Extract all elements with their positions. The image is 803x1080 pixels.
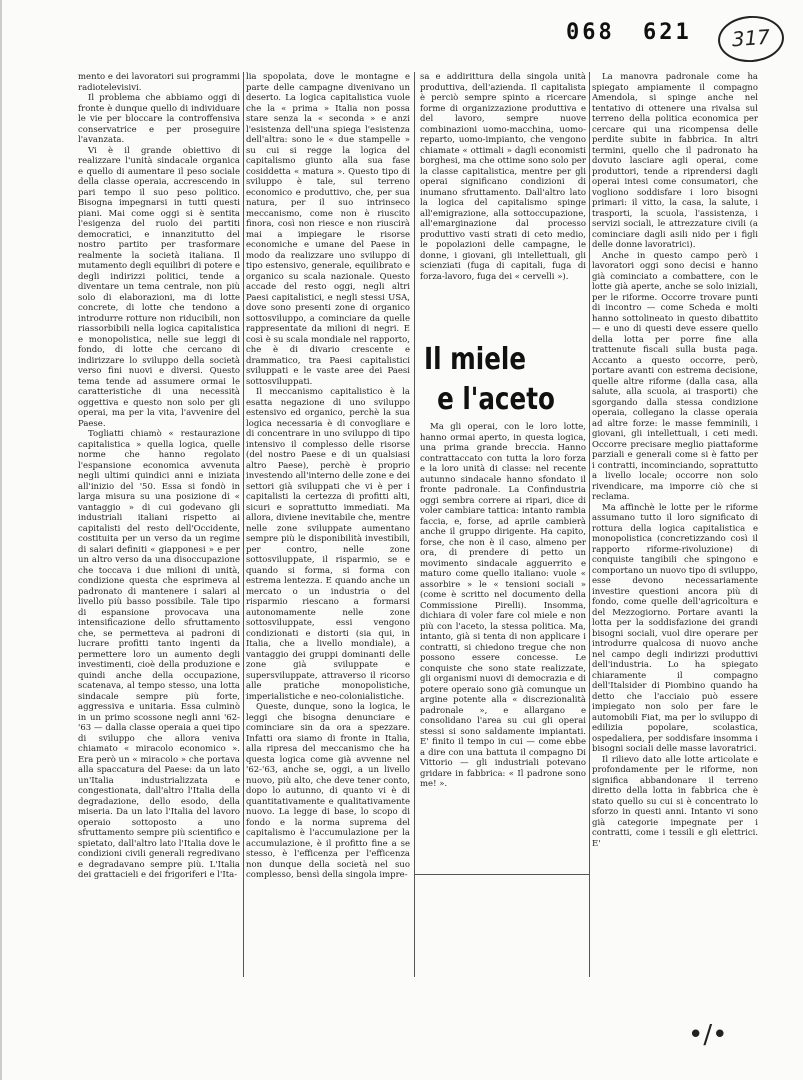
text-column-3-bottom — [420, 422, 586, 872]
text-column-3-top — [420, 72, 586, 326]
page-number-stamp: 317 — [716, 14, 785, 64]
text-column-2 — [246, 72, 410, 980]
paragraph: Vi è il grande obiettivo di realizzare l'unità sindacale organica e quello di aumentare il peso sociale della classe operaia, accrescendo in pari tempo il suo peso politico. Bisogna impegnarsi in tutti questi piani. Mai come oggi si è sentita l'esigenza del ruolo dei partiti democratici, e innanzitutto del nostro partito per trasformare realmente la società italiana. Il mutamento degli equilibri di potere e degli indirizzi politici, tende a diventare un tema centrale, non più solo di elaborazioni, ma di lotte concrete, di lotte che tendono a introdurre rotture non riducibili, non riassorbibili nella logica capitalistica e monopolistica, nelle sue leggi di fondo, di lotte che cercano di indirizzare lo sviluppo della società verso fini nuovi e diversi. Questo tema tende ad assumere ormai le caratteristiche di una necessità oggettiva e questo non solo per gli operai, ma per la vita, l'avvenire del Paese. — [78, 145, 240, 429]
column-divider — [243, 72, 244, 977]
paragraph: mento e dei lavoratori sui programmi radiotelevisivi. — [78, 72, 240, 93]
column-divider — [589, 72, 590, 977]
paragraph: Il problema che abbiamo oggi di fronte è dunque quello di individuare le vie per bloccare la controffensiva conservatrice e per proseguire l'avanzata. — [78, 93, 240, 145]
headline-line-2: e l'aceto — [437, 382, 555, 417]
headline-line-1: Il miele — [424, 342, 527, 377]
continuation-mark: •/• — [688, 1020, 728, 1050]
article-headline — [424, 340, 563, 420]
archive-code-right: 621 — [643, 20, 692, 45]
paragraph: Ma affinchè le lotte per le riforme assumano tutto il loro significato di rottura della logica capitalistica e monopolistica (concretizzando così il rapporto riforme-rivoluzione) di conquiste tangibili che spingono e comportano un nuovo tipo di sviluppo, esse devono necessariamente investire questioni ancora più di fondo, come quelle dell'agricoltura e del Mezzogiorno. Portare avanti la lotta per la soddisfazione dei grandi bisogni sociali, vuol dire operare per introdurre qualcosa di nuovo anche nel campo degli indirizzi produttivi dell'industria. Lo ha spiegato chiaramente il compagno dell'Italsider di Piombino quando ha detto che l'acciaio può essere impiegato non solo per fare le automobili Fiat, ma per lo sviluppo di edilizia popolare, scolastica, ospedaliera, per soddisfare insomma i bisogni sociali delle masse lavoratrici. — [592, 502, 758, 754]
section-divider — [414, 874, 589, 875]
paragraph: Il rilievo dato alle lotte articolate e profondamente per le riforme, non significa abbandonare il terreno diretto della lotta in fabbrica che è stato quello su cui si è concentrato lo sforzo in questi anni. Intanto vi sono già categorie impegnate per i contratti, come i tessili e gli elettrici. E' — [592, 754, 758, 849]
text-column-4 — [592, 72, 758, 980]
column-divider — [414, 72, 415, 977]
paragraph: La manovra padronale come ha spiegato ampiamente il compagno Amendola, si spinge anche nel tentativo di ottenere una rivalsa sul terreno della politica economica per cercare qui una ricompensa delle perdite subite in fabbrica. In altri termini, quello che il padronato ha dovuto lasciare agli operai, come produttori, tende a riprendersi dagli operai intesi come consumatori, che vogliono soddisfare i loro bisogni primari: il vitto, la casa, la salute, i trasporti, la scuola, l'assistenza, i servizi sociali, le attrezzature civili (a cominciare dagli asili nido per i figli delle donne lavoratrici). — [592, 72, 758, 250]
paragraph: Il meccanismo capitalistico è la esatta negazione di uno sviluppo estensivo ed organico, perchè la sua logica necessaria è di convogliare e di concentrare in uno sviluppo di tipo intensivo il complesso delle risorse (del nostro Paese e di un qualsiasi altro Paese), perchè è proprio investendo all'interno delle zone e dei settori già sviluppati che vi è per i capitalisti la certezza di profitti alti, sicuri e soprattutto immediati. Ma allora, diviene inevitabile che, mentre nelle zone sviluppate aumentano sempre più le disponibilità investibili, per contro, nelle zone sottosviluppate, il risparmio, se e quando si forma, si forma con estrema lentezza. E quando anche un mercato o un industria o del risparmio riescano a formarsi autonomamente nelle zone sottosviluppate, essi vengono condizionati e distorti (sia qui, in Italia, che a livello mondiale), a vantaggio dei gruppi dominanti delle zone già sviluppate e supersviluppate, attraverso il ricorso alle pratiche monopolistiche, imperialistiche e neo-colonialistiche. — [246, 387, 410, 702]
paragraph: lia spopolata, dove le montagne e parte delle campagne divenivano un deserto. La logica capitalistica vuole che la « prima » Italia non possa stare senza la « seconda » e anzi l'esistenza dell'una spiega l'esistenza dell'altra: sono le « due stampelle » su cui si regge la logica del capitalismo giunto alla sua fase cosiddetta « matura ». Questo tipo di sviluppo è tale, sul terreno economico e produttivo, che, per sua natura, per il suo intrinseco meccanismo, come non è riuscito finora, così non riesce e non riuscirà mai a impiegare le risorse economiche e umane del Paese in modo da realizzare uno sviluppo di tipo estensivo, generale, equilibrato e organico su scala nazionale. Questo accade del resto oggi, negli altri Paesi capitalistici, e negli stessi USA, dove sono presenti zone di organico sottosviluppo, a cominciare da quelle rappresentate da milioni di negri. E così è su scala mondiale nel rapporto, che è di divario crescente e drammatico, tra Paesi capitalistici sviluppati e le vaste aree dei Paesi sottosviluppati. — [246, 72, 410, 387]
paragraph: Queste, dunque, sono la logica, le leggi che bisogna denunciare e cominciare sin da ora a spezzare. Infatti ora siamo di fronte in Italia, alla ripresa del meccanismo che ha questa logica come già avvenne nel '62-'63, anche se, oggi, a un livello nuovo, più alto, che deve tener conto, dopo lo autunno, di quanto vi è di quantitativamente e qualitativamente nuovo. La legge di base, lo scopo di fondo e la norma suprema del capitalismo è l'accumulazione per la accumulazione, è il profitto fine a se stesso, è l'efficenza per l'efficenza non dunque della società nel suo complesso, bensì della singola impre- — [246, 702, 410, 880]
archive-code-left: 068 — [566, 20, 615, 45]
paragraph: sa e addirittura della singola unità produttiva, dell'azienda. Il capitalista è perciò sempre spinto a ricercare forme di organizzazione produttiva e del lavoro, sempre nuove combinazioni uomo-macchina, uomo-reparto, uomo-impianto, che vengono chiamate « ottimali » dagli economisti borghesi, ma che ottime sono solo per la classe capitalistica, mentre per gli operai significano condizioni di inumano sfruttamento. Dall'altro lato la logica del capitalismo spinge all'emigrazione, alla sottoccupazione, all'emarginazione dal processo produttivo vasti strati di ceto medio, le popolazioni delle campagne, le donne, i giovani, gli intellettuali, gli scienziati (fuga di capitali, fuga di forza-lavoro, fuga dei « cervelli »). — [420, 72, 586, 282]
paragraph: Ma gli operai, con le loro lotte, hanno ormai aperto, in questa logica, una prima grande breccia. Hanno contrattaccato con tutta la loro forza e la loro unità di classe: nel recente autunno sindacale hanno sfondato il fronte padronale. La Confindustria oggi sembra correre ai ripari, dice di voler cambiare tattica: intanto rambia faccia, e, forse, ad aprile cambierà anche il gruppo dirigente. Ha capito, forse, che non è il caso, almeno per ora, di prendere di petto un movimento sindacale agguerrito e maturo come quello italiano: vuole « assorbire » le « tensioni sociali » (come è scritto nel documento della Commissione Pirelli). Insomma, dichiara di voler fare col miele e non più con l'aceto, la stessa politica. Ma, intanto, già si tenta di non applicare i contratti, si chiedono tregue che non possono essere concesse. Le conquiste che sono state realizzate, gli organismi nuovi di democrazia e di potere operaio sono già comunque un argine potente alla « discrezionalità padronale », e allargano e consolidano l'area su cui gli operai stessi si sono saldamente impiantati. E' finito il tempo in cui — come ebbe a dire con una battuta il compagno Di Vittorio — gli industriali potevano gridare in fabbrica: « Il padrone sono me! ». — [420, 422, 586, 789]
text-column-1 — [78, 72, 240, 980]
paragraph: Togliatti chiamò « restaurazione capitalistica » quella logica, quelle norme che hanno regolato l'espansione economica avvenuta negli ultimi quindici anni e iniziata all'inizio del '50. Essa si fondò in larga misura su una posizione di « vantaggio » di cui godevano gli industriali italiani rispetto ai capitalisti del resto dell'Occidente, costituita per un verso da un regime di salari definiti « giapponesi » e per un altro verso da una disoccupazione che toccava i due milioni di unità, condizione questa che esprimeva al padronato di mantenere i salari al livello più basso possibile. Tale tipo di espansione provocava una intensificazione dello sfruttamento che, se permetteva ai padroni di lucrare profitti tanto ingenti da permettere loro un aumento degli investimenti, cioè della produzione e quindi anche della occupazione, scatenava, al tempo stesso, una lotta sindacale sempre più forte, aggressiva e unitaria. Essa culminò in un primo scossone negli anni '62-'63 — dalla classe operaia a quei tipo di sviluppo che allora veniva chiamato « miracolo economico ». Era però un « miracolo » che portava alla spaccatura del Paese: da un lato un'Italia industrializzata e congestionata, dall'altro l'Italia della degradazione, dello esodo, della miseria. Da un lato l'Italia del lavoro operaio sottoposto a uno sfruttamento sempre più scientifico e spietato, dall'altro lato l'Italia dove le condizioni civili generali regredivano e degradavano sempre più. L'Italia dei grattacieli e dei frigoriferi e l'Ita- — [78, 429, 240, 880]
paragraph: Anche in questo campo però i lavoratori oggi sono decisi e hanno già cominciato a combattere, con le lotte già aperte, anche se solo iniziali, per le riforme. Occorre trovare punti di incontro — come Scheda e molti hanno sottolineato in questo dibattito — e uno di questi deve essere quello della lotta per porre fine alla trattenute fiscali sulla busta paga. Accanto a questo occorre, però, portare avanti con estrema decisione, quelle altre riforme (dalla casa, alla salute, alla scuola, ai trasporti) che sgorgando dalla stessa condizione operaia, collegano la classe operaia ad altre forze: le masse femminili, i giovani, gli intellettuali, i ceti medi. Occorre precisare meglio piattaforme parziali e generali come si è fatto per i contratti, incominciando, soprattutto a livello locale; occorre non solo rivendicare, ma imporre ciò che si reclama. — [592, 250, 758, 502]
